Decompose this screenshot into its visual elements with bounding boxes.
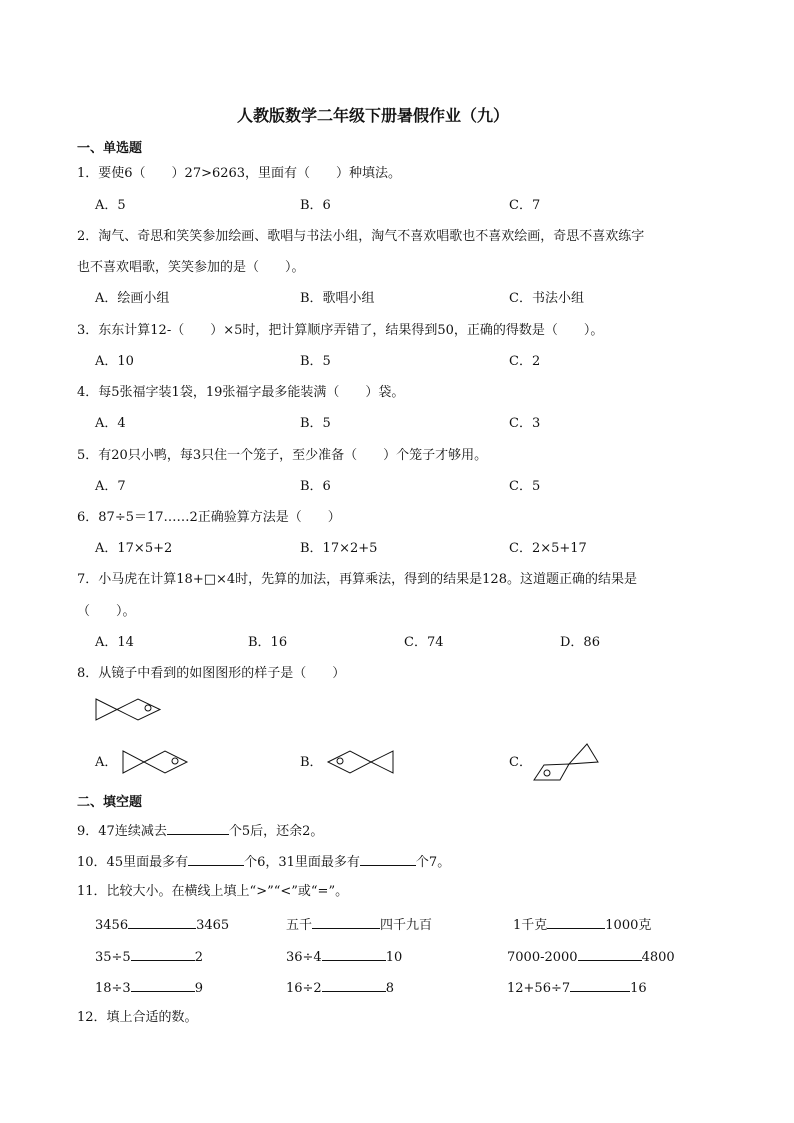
question-12: 12．填上合适的数。: [77, 1010, 198, 1025]
compare-left: 16÷2: [286, 981, 322, 996]
compare-right: 8: [385, 981, 394, 996]
q4-option-c: C．3: [509, 416, 541, 431]
compare-blank[interactable]: [128, 916, 196, 929]
compare-row-2-col-1: [95, 948, 203, 966]
section-heading-single-choice: 一、单选题: [77, 141, 143, 156]
compare-right: 3465: [196, 918, 230, 933]
compare-left: 35÷5: [95, 950, 131, 965]
q7-option-d: D．86: [560, 635, 600, 650]
compare-blank[interactable]: [312, 916, 380, 929]
q10-text-before: 10．45里面最多有: [77, 855, 189, 870]
compare-left: 3456: [95, 918, 129, 933]
compare-left: 18÷3: [95, 981, 131, 996]
question-2-line-1: 2．淘气、奇思和笑笑参加绘画、歌唱与书法小组，淘气不喜欢唱歌也不喜欢绘画，奇思不喜欢练字: [77, 229, 645, 244]
compare-blank[interactable]: [570, 979, 630, 992]
q2-option-c: C．书法小组: [509, 291, 584, 306]
question-7-line-2: （ ）。: [77, 604, 136, 619]
compare-blank[interactable]: [578, 948, 642, 961]
q7-option-b: B．16: [248, 635, 288, 650]
q10-text-middle: 个6，31里面最多有: [244, 855, 360, 870]
compare-left: 12+56÷7: [507, 981, 571, 996]
compare-blank[interactable]: [131, 948, 195, 961]
q3-option-c: C．2: [509, 354, 541, 369]
question-2-line-2: 也不喜欢唱歌，笑笑参加的是（ ）。: [77, 260, 305, 275]
q10-answer-blank-2[interactable]: [360, 853, 416, 866]
question-7-line-1: 7．小马虎在计算18+□×4时，先算的加法，再算乘法，得到的结果是128。这道题正确的结果是: [77, 572, 637, 587]
question-6: 6．87÷5＝17……2正确验算方法是（ ）: [77, 510, 341, 525]
question-9: [77, 822, 323, 840]
compare-row-1-col-2: [286, 916, 432, 934]
question-5: 5．有20只小鸭，每3只住一个笼子，至少准备（ ）个笼子才够用。: [77, 448, 488, 463]
compare-left: 36÷4: [286, 950, 322, 965]
q4-option-a: A．4: [95, 416, 126, 431]
q10-answer-blank-1[interactable]: [188, 853, 244, 866]
compare-right: 4800: [641, 950, 675, 965]
q7-option-c: C．74: [404, 635, 444, 650]
compare-blank[interactable]: [322, 979, 386, 992]
q6-option-a: A．17×5+2: [95, 541, 173, 556]
fish-figure-original: [95, 697, 165, 727]
q9-text-before: 9．47连续减去: [77, 824, 167, 839]
q5-option-c: C．5: [509, 479, 541, 494]
q9-text-after: 个5后，还余2。: [228, 824, 324, 839]
q10-text-after: 个7。: [415, 855, 451, 870]
compare-left: 7000-2000: [507, 950, 578, 965]
compare-blank[interactable]: [322, 948, 386, 961]
q2-option-b: B．歌唱小组: [300, 291, 375, 306]
q1-option-b: B．6: [300, 198, 331, 213]
compare-left: 五千: [286, 918, 313, 933]
compare-blank[interactable]: [131, 979, 195, 992]
q5-option-b: B．6: [300, 479, 331, 494]
q9-answer-blank[interactable]: [167, 822, 229, 835]
compare-row-3-col-1: [95, 979, 203, 997]
q2-option-a: A．绘画小组: [95, 291, 170, 306]
compare-row-1-col-3: [513, 916, 651, 934]
question-3: 3．东东计算12-（ ）×5时，把计算顺序弄错了，结果得到50，正确的得数是（ ）。: [77, 323, 604, 338]
q3-option-a: A．10: [95, 354, 134, 369]
q8-option-a: A．: [95, 755, 118, 770]
fish-figure-option-a: [122, 750, 192, 776]
q1-option-a: A．5: [95, 198, 126, 213]
compare-row-1-col-1: [95, 916, 229, 934]
q3-option-b: B．5: [300, 354, 331, 369]
compare-row-3-col-2: [286, 979, 394, 997]
q7-option-a: A．14: [95, 635, 134, 650]
q8-option-b: B．: [300, 755, 323, 770]
q4-option-b: B．5: [300, 416, 331, 431]
compare-row-2-col-2: [286, 948, 402, 966]
compare-row-2-col-3: [507, 948, 675, 966]
fish-figure-option-c: [532, 742, 602, 782]
compare-right: 10: [385, 950, 403, 965]
compare-right: 9: [194, 981, 203, 996]
section-heading-fill-in: 二、填空题: [77, 795, 143, 810]
fish-figure-option-b: [327, 750, 397, 776]
question-1: 1．要使6（ ）27>6263，里面有（ ）种填法。: [77, 166, 402, 181]
compare-right: 四千九百: [380, 918, 433, 933]
compare-blank[interactable]: [547, 916, 605, 929]
q5-option-a: A．7: [95, 479, 126, 494]
question-8: 8．从镜子中看到的如图图形的样子是（ ）: [77, 666, 346, 681]
question-10: [77, 853, 450, 871]
q1-option-c: C．7: [509, 198, 541, 213]
q6-option-c: C．2×5+17: [509, 541, 587, 556]
q8-option-c: C．: [509, 755, 532, 770]
question-11: 11．比较大小。在横线上填上“>”“<”或“=”。: [77, 884, 349, 899]
compare-left: 1千克: [513, 918, 548, 933]
compare-right: 1000克: [605, 918, 652, 933]
compare-right: 16: [630, 981, 647, 996]
compare-row-3-col-3: [507, 979, 647, 997]
compare-right: 2: [194, 950, 203, 965]
question-4: 4．每5张福字装1袋，19张福字最多能装满（ ）袋。: [77, 385, 405, 400]
page-title: 人教版数学二年级下册暑假作业（九）: [237, 106, 510, 125]
q6-option-b: B．17×2+5: [300, 541, 378, 556]
